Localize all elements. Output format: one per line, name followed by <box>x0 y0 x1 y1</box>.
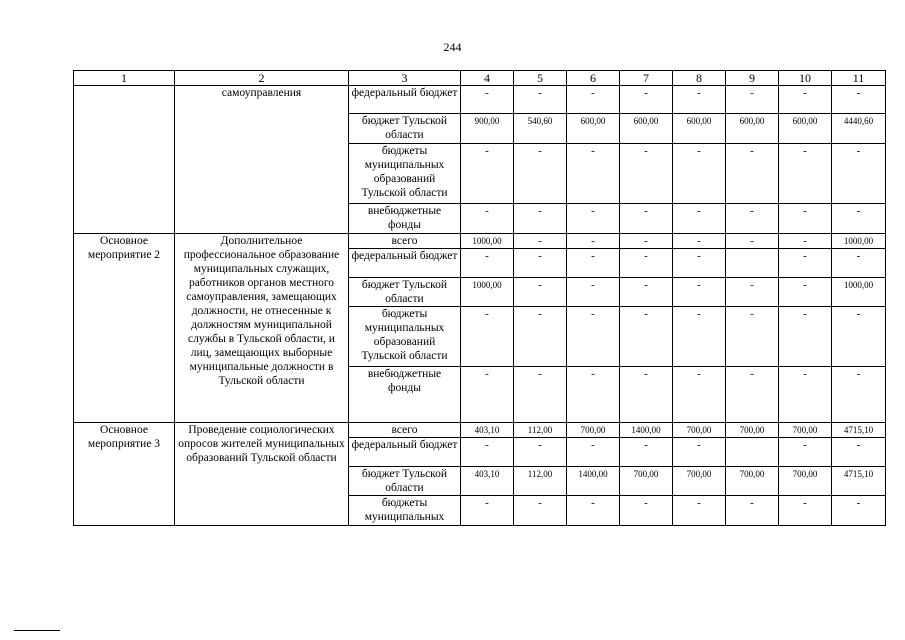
amount-cell: 700,00 <box>726 423 779 438</box>
amount-cell: 700,00 <box>779 467 832 496</box>
amount-cell: 1000,00 <box>461 234 514 249</box>
amount-cell: 1000,00 <box>832 278 886 307</box>
amount-cell: - <box>673 234 726 249</box>
amount-cell: - <box>514 234 567 249</box>
table-row <box>74 234 886 249</box>
amount-cell: - <box>567 307 620 367</box>
column-header: 7 <box>620 71 673 86</box>
funding-source-cell: бюджет Тульской области <box>349 114 461 144</box>
amount-cell <box>726 249 779 278</box>
column-header: 6 <box>567 71 620 86</box>
amount-cell: 700,00 <box>779 423 832 438</box>
amount-cell: 4715,10 <box>832 423 886 438</box>
amount-cell: - <box>567 278 620 307</box>
amount-cell: - <box>779 144 832 204</box>
amount-cell: - <box>832 144 886 204</box>
amount-cell: - <box>832 204 886 234</box>
amount-cell: - <box>461 144 514 204</box>
amount-cell: - <box>779 249 832 278</box>
amount-cell: - <box>514 86 567 114</box>
amount-cell: - <box>673 438 726 467</box>
amount-cell: 1000,00 <box>461 278 514 307</box>
amount-cell: 112,00 <box>514 423 567 438</box>
amount-cell: - <box>567 496 620 526</box>
amount-cell: - <box>726 234 779 249</box>
page-number: 244 <box>443 40 462 54</box>
funding-source-cell: всего <box>349 234 461 249</box>
amount-cell: 403,10 <box>461 423 514 438</box>
amount-cell: 4715,10 <box>832 467 886 496</box>
amount-cell: - <box>514 438 567 467</box>
amount-cell: 700,00 <box>567 423 620 438</box>
amount-cell: - <box>673 367 726 423</box>
budget-table <box>73 70 886 526</box>
activity-description-cell: самоуправления <box>175 86 349 234</box>
column-header: 4 <box>461 71 514 86</box>
column-header: 9 <box>726 71 779 86</box>
funding-source-cell: бюджет Тульской области <box>349 278 461 307</box>
amount-cell: - <box>779 86 832 114</box>
amount-cell: - <box>673 86 726 114</box>
amount-cell: - <box>514 496 567 526</box>
amount-cell: 403,10 <box>461 467 514 496</box>
column-header: 3 <box>349 71 461 86</box>
amount-cell: - <box>779 204 832 234</box>
column-header: 11 <box>832 71 886 86</box>
amount-cell: - <box>620 234 673 249</box>
amount-cell: 600,00 <box>779 114 832 144</box>
funding-source-cell: федеральный бюджет <box>349 86 461 114</box>
amount-cell: - <box>673 496 726 526</box>
amount-cell: - <box>726 307 779 367</box>
amount-cell: - <box>673 307 726 367</box>
amount-cell: 700,00 <box>726 467 779 496</box>
amount-cell: - <box>514 307 567 367</box>
amount-cell: - <box>779 234 832 249</box>
activity-name-cell: Основное мероприятие 3 <box>74 423 175 526</box>
amount-cell: - <box>779 367 832 423</box>
column-header: 1 <box>74 71 175 86</box>
amount-cell: - <box>726 144 779 204</box>
amount-cell: - <box>726 367 779 423</box>
amount-cell: - <box>779 496 832 526</box>
amount-cell: - <box>620 144 673 204</box>
amount-cell: - <box>567 204 620 234</box>
amount-cell <box>726 438 779 467</box>
amount-cell: - <box>832 86 886 114</box>
amount-cell: - <box>620 204 673 234</box>
amount-cell: - <box>461 249 514 278</box>
amount-cell: - <box>514 144 567 204</box>
column-header: 2 <box>175 71 349 86</box>
amount-cell: - <box>567 234 620 249</box>
amount-cell: - <box>620 278 673 307</box>
funding-source-cell: внебюджетные фонды <box>349 367 461 423</box>
amount-cell: - <box>567 367 620 423</box>
amount-cell: - <box>832 367 886 423</box>
amount-cell: 112,00 <box>514 467 567 496</box>
funding-source-cell: федеральный бюджет <box>349 249 461 278</box>
amount-cell: - <box>514 367 567 423</box>
amount-cell: 1400,00 <box>567 467 620 496</box>
amount-cell: - <box>673 204 726 234</box>
funding-source-cell: федеральный бюджет <box>349 438 461 467</box>
amount-cell: - <box>620 496 673 526</box>
amount-cell: - <box>567 144 620 204</box>
funding-source-cell: бюджеты муниципальных <box>349 496 461 526</box>
amount-cell: - <box>726 204 779 234</box>
amount-cell: - <box>514 278 567 307</box>
funding-source-cell: бюджеты муниципальных образований Тульской области <box>349 144 461 204</box>
amount-cell: - <box>620 367 673 423</box>
amount-cell: - <box>461 438 514 467</box>
amount-cell: - <box>726 496 779 526</box>
amount-cell: - <box>567 86 620 114</box>
column-number-row <box>74 71 886 86</box>
table-row <box>74 86 886 114</box>
amount-cell: - <box>461 86 514 114</box>
amount-cell: 700,00 <box>673 467 726 496</box>
amount-cell: - <box>779 307 832 367</box>
amount-cell: - <box>779 438 832 467</box>
activity-name-cell <box>74 86 175 234</box>
amount-cell: 1000,00 <box>832 234 886 249</box>
amount-cell: - <box>832 496 886 526</box>
amount-cell: - <box>726 278 779 307</box>
amount-cell: - <box>461 307 514 367</box>
table-row <box>74 423 886 438</box>
amount-cell: - <box>673 278 726 307</box>
amount-cell: - <box>567 249 620 278</box>
amount-cell: 1400,00 <box>620 423 673 438</box>
amount-cell: 600,00 <box>620 114 673 144</box>
amount-cell: - <box>461 496 514 526</box>
amount-cell: 600,00 <box>567 114 620 144</box>
activity-description-cell: Дополнительное профессиональное образование муниципальных служащих, работников органов местного самоуправления, замещающих должности, не отнесенные к должностям муниципальной службы в Тульской области, и лиц, замещающих выборные муниципальные должности в Тульской области <box>175 234 349 423</box>
funding-source-cell: бюджет Тульской области <box>349 467 461 496</box>
column-header: 10 <box>779 71 832 86</box>
amount-cell: - <box>726 86 779 114</box>
amount-cell: - <box>567 438 620 467</box>
amount-cell: 600,00 <box>673 114 726 144</box>
amount-cell: 700,00 <box>673 423 726 438</box>
amount-cell: - <box>832 438 886 467</box>
amount-cell: 600,00 <box>726 114 779 144</box>
amount-cell: - <box>514 249 567 278</box>
amount-cell: - <box>461 367 514 423</box>
amount-cell: - <box>779 278 832 307</box>
amount-cell: 700,00 <box>620 467 673 496</box>
funding-source-cell: внебюджетные фонды <box>349 204 461 234</box>
amount-cell: - <box>620 438 673 467</box>
amount-cell: 4440,60 <box>832 114 886 144</box>
amount-cell: - <box>514 204 567 234</box>
activity-name-cell: Основное мероприятие 2 <box>74 234 175 423</box>
amount-cell: - <box>673 249 726 278</box>
footnote-rule <box>14 630 60 631</box>
amount-cell: 540,60 <box>514 114 567 144</box>
amount-cell: - <box>620 249 673 278</box>
activity-description-cell: Проведение социологических опросов жителей муниципальных образований Тульской области <box>175 423 349 526</box>
amount-cell: - <box>461 204 514 234</box>
amount-cell: - <box>620 307 673 367</box>
amount-cell: 900,00 <box>461 114 514 144</box>
amount-cell: - <box>620 86 673 114</box>
column-header: 8 <box>673 71 726 86</box>
amount-cell: - <box>673 144 726 204</box>
amount-cell: - <box>832 249 886 278</box>
column-header: 5 <box>514 71 567 86</box>
funding-source-cell: всего <box>349 423 461 438</box>
amount-cell: - <box>832 307 886 367</box>
funding-source-cell: бюджеты муниципальных образований Тульской области <box>349 307 461 367</box>
